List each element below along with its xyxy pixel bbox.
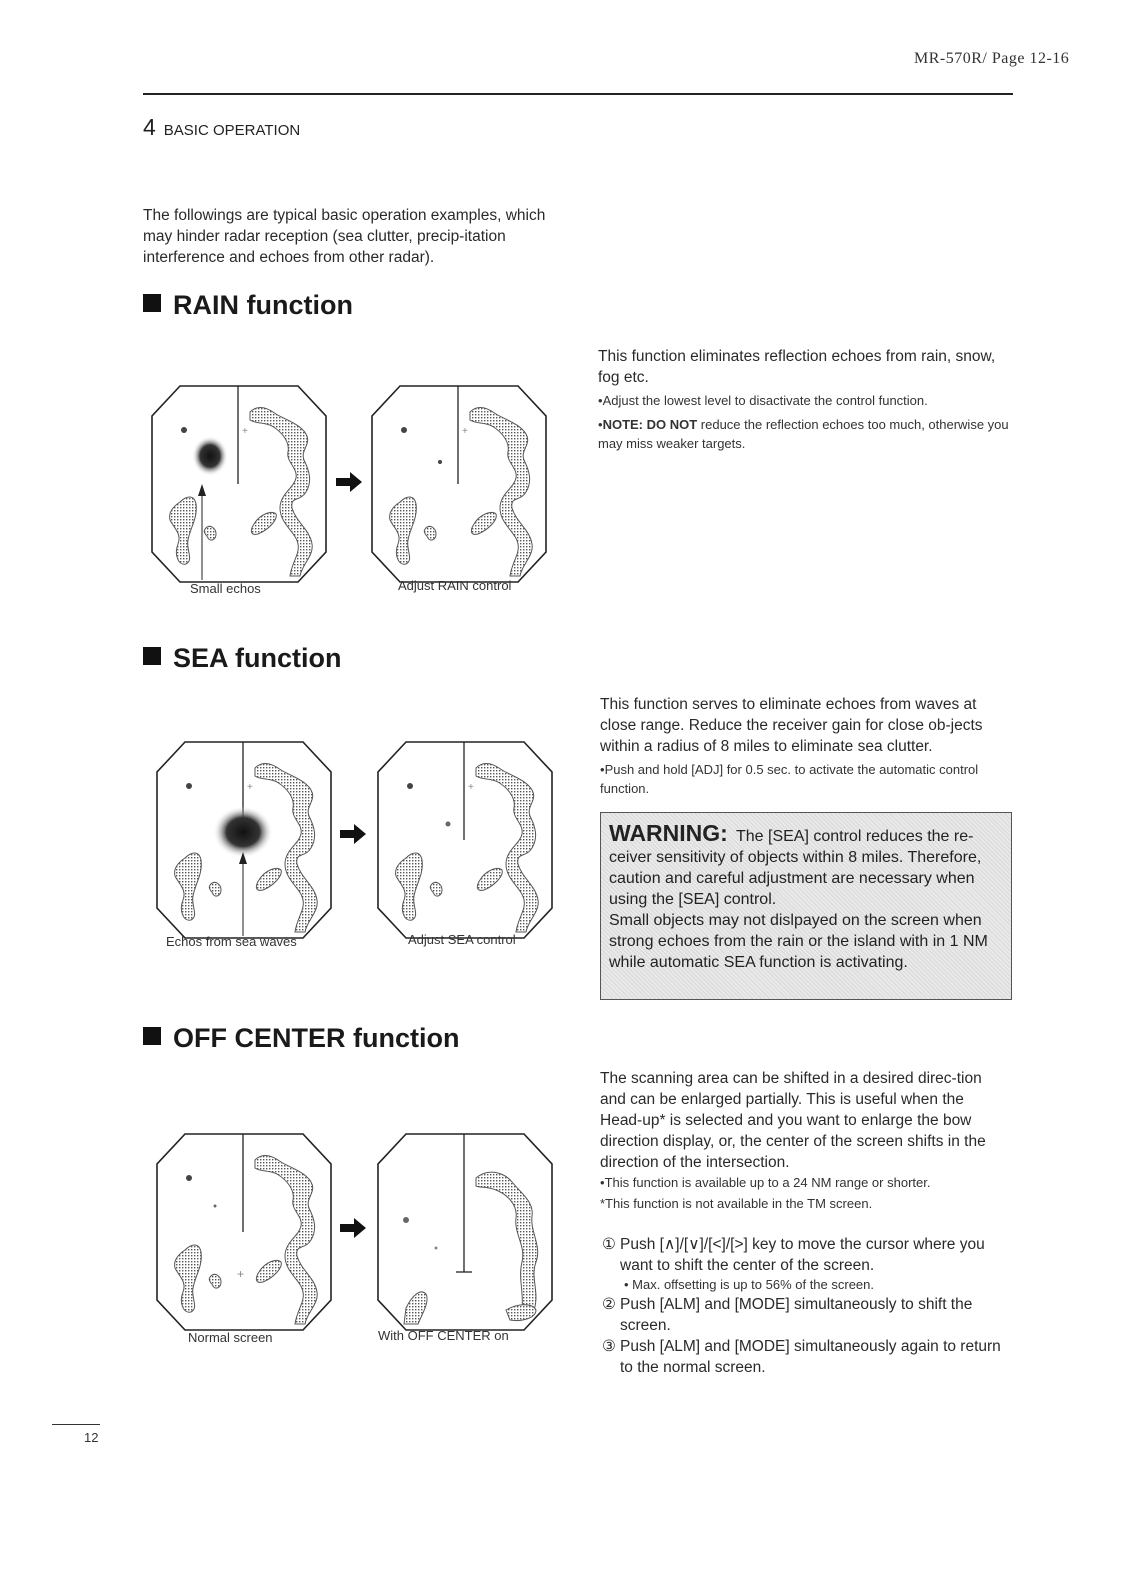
offcenter-bullet-2: *This function is not available in the TM screen. — [600, 1196, 873, 1211]
svg-text:+: + — [242, 426, 248, 437]
sea-description: This function serves to eliminate echoes from waves at close range. Reduce the receiver gain for close ob-jects within a radius of 8 miles to eliminate sea clutter. — [600, 696, 983, 755]
header-rule — [143, 93, 1013, 95]
offcenter-description: The scanning area can be shifted in a desired direc-tion and can be enlarged partially. This is useful when the Head-up* is selected and you want to enlarge the bow direction display, or, the center of the screen shifts in the direction of the intersection. — [600, 1070, 986, 1171]
warning-box — [600, 812, 1012, 1000]
step-text: Push [ALM] and [MODE] simultaneously again to return to the normal screen. — [620, 1338, 1001, 1376]
page-number: 12 — [84, 1430, 99, 1445]
sea-caption-left: Echos from sea waves — [166, 934, 297, 949]
warning-paragraph — [609, 820, 1003, 910]
right-arrow-icon — [340, 824, 366, 844]
rain-bullet: •Adjust the lowest level to disactivate the control function. — [598, 393, 928, 408]
warning-title: WARNING: — [609, 820, 728, 846]
chapter-number: 4 — [143, 114, 156, 140]
footer-rule — [52, 1424, 100, 1425]
step-number: ③ — [602, 1338, 616, 1355]
note-text: reduce the reflection echoes too much, otherwise you may miss weaker targets. — [598, 417, 1009, 451]
svg-text:+: + — [237, 1267, 245, 1281]
sea-radar-before — [155, 740, 333, 940]
rain-heading-text: RAIN function — [173, 290, 353, 320]
right-arrow-icon — [336, 472, 362, 492]
svg-text:+: + — [247, 782, 253, 793]
warning-text: The [SEA] control reduces the re-ceiver sensitivity of objects within 8 miles. Therefore, caution and careful adjustment are necessary when using the [SEA] control. — [609, 828, 982, 908]
sea-heading-text: SEA function — [173, 643, 342, 673]
offcenter-bullet-1: •This function is available up to a 24 NM range or shorter. — [600, 1175, 931, 1190]
rain-note: •NOTE: DO NOT reduce the reflection echoes too much, otherwise you may miss weaker targets. — [598, 417, 1009, 451]
chapter-title: BASIC OPERATION — [163, 122, 301, 139]
offcenter-caption-left: Normal screen — [188, 1330, 273, 1345]
sea-radar-after — [376, 740, 554, 940]
svg-text:+: + — [462, 426, 468, 437]
sea-heading — [143, 643, 342, 674]
offcenter-caption-right: With OFF CENTER on — [378, 1328, 509, 1343]
offcenter-radar-shifted — [376, 1132, 554, 1332]
rain-radar-after — [370, 384, 548, 584]
step-number: ① — [602, 1236, 616, 1253]
step-3 — [602, 1336, 1007, 1378]
offcenter-radar-normal — [155, 1132, 333, 1332]
chapter-heading — [143, 114, 300, 141]
step-subnote: • Max. offsetting is up to 56% of the screen. — [624, 1277, 875, 1292]
rain-heading — [143, 290, 353, 321]
offcenter-steps — [602, 1234, 1007, 1378]
rain-description: This function eliminates reflection echoes from rain, snow, fog etc. — [598, 348, 996, 386]
step-1 — [602, 1234, 1007, 1294]
step-text: Push [ALM] and [MODE] simultaneously to shift the screen. — [620, 1296, 973, 1334]
sea-bullet: •Push and hold [ADJ] for 0.5 sec. to activate the automatic control function. — [600, 762, 979, 796]
right-arrow-icon — [340, 1218, 366, 1238]
note-label: NOTE: DO NOT — [602, 417, 698, 432]
square-bullet-icon — [143, 647, 161, 665]
offcenter-heading-text: OFF CENTER function — [173, 1023, 460, 1053]
rain-caption-right: Adjust RAIN control — [398, 578, 512, 593]
sea-caption-right: Adjust SEA control — [408, 932, 516, 947]
rain-caption-left: Small echos — [190, 581, 261, 596]
step-number: ② — [602, 1296, 616, 1313]
svg-text:+: + — [468, 782, 474, 793]
square-bullet-icon — [143, 1027, 161, 1045]
offcenter-heading — [143, 1023, 459, 1054]
step-2 — [602, 1294, 1007, 1336]
fax-stamp: MR-570R/ Page 12-16 — [914, 50, 1070, 67]
square-bullet-icon — [143, 294, 161, 312]
rain-radar-before — [150, 384, 328, 584]
intro-paragraph: The followings are typical basic operation examples, which may hinder radar reception (sea clutter, precip-itation interference and echoes from other radar). — [143, 207, 546, 266]
step-text: Push [∧]/[∨]/[<]/[>] key to move the cursor where you want to shift the center of the screen. — [620, 1236, 985, 1274]
warning-paragraph-2: Small objects may not dislpayed on the screen when strong echoes from the rain or the island with in 1 NM while automatic SEA function is activating. — [609, 912, 988, 971]
